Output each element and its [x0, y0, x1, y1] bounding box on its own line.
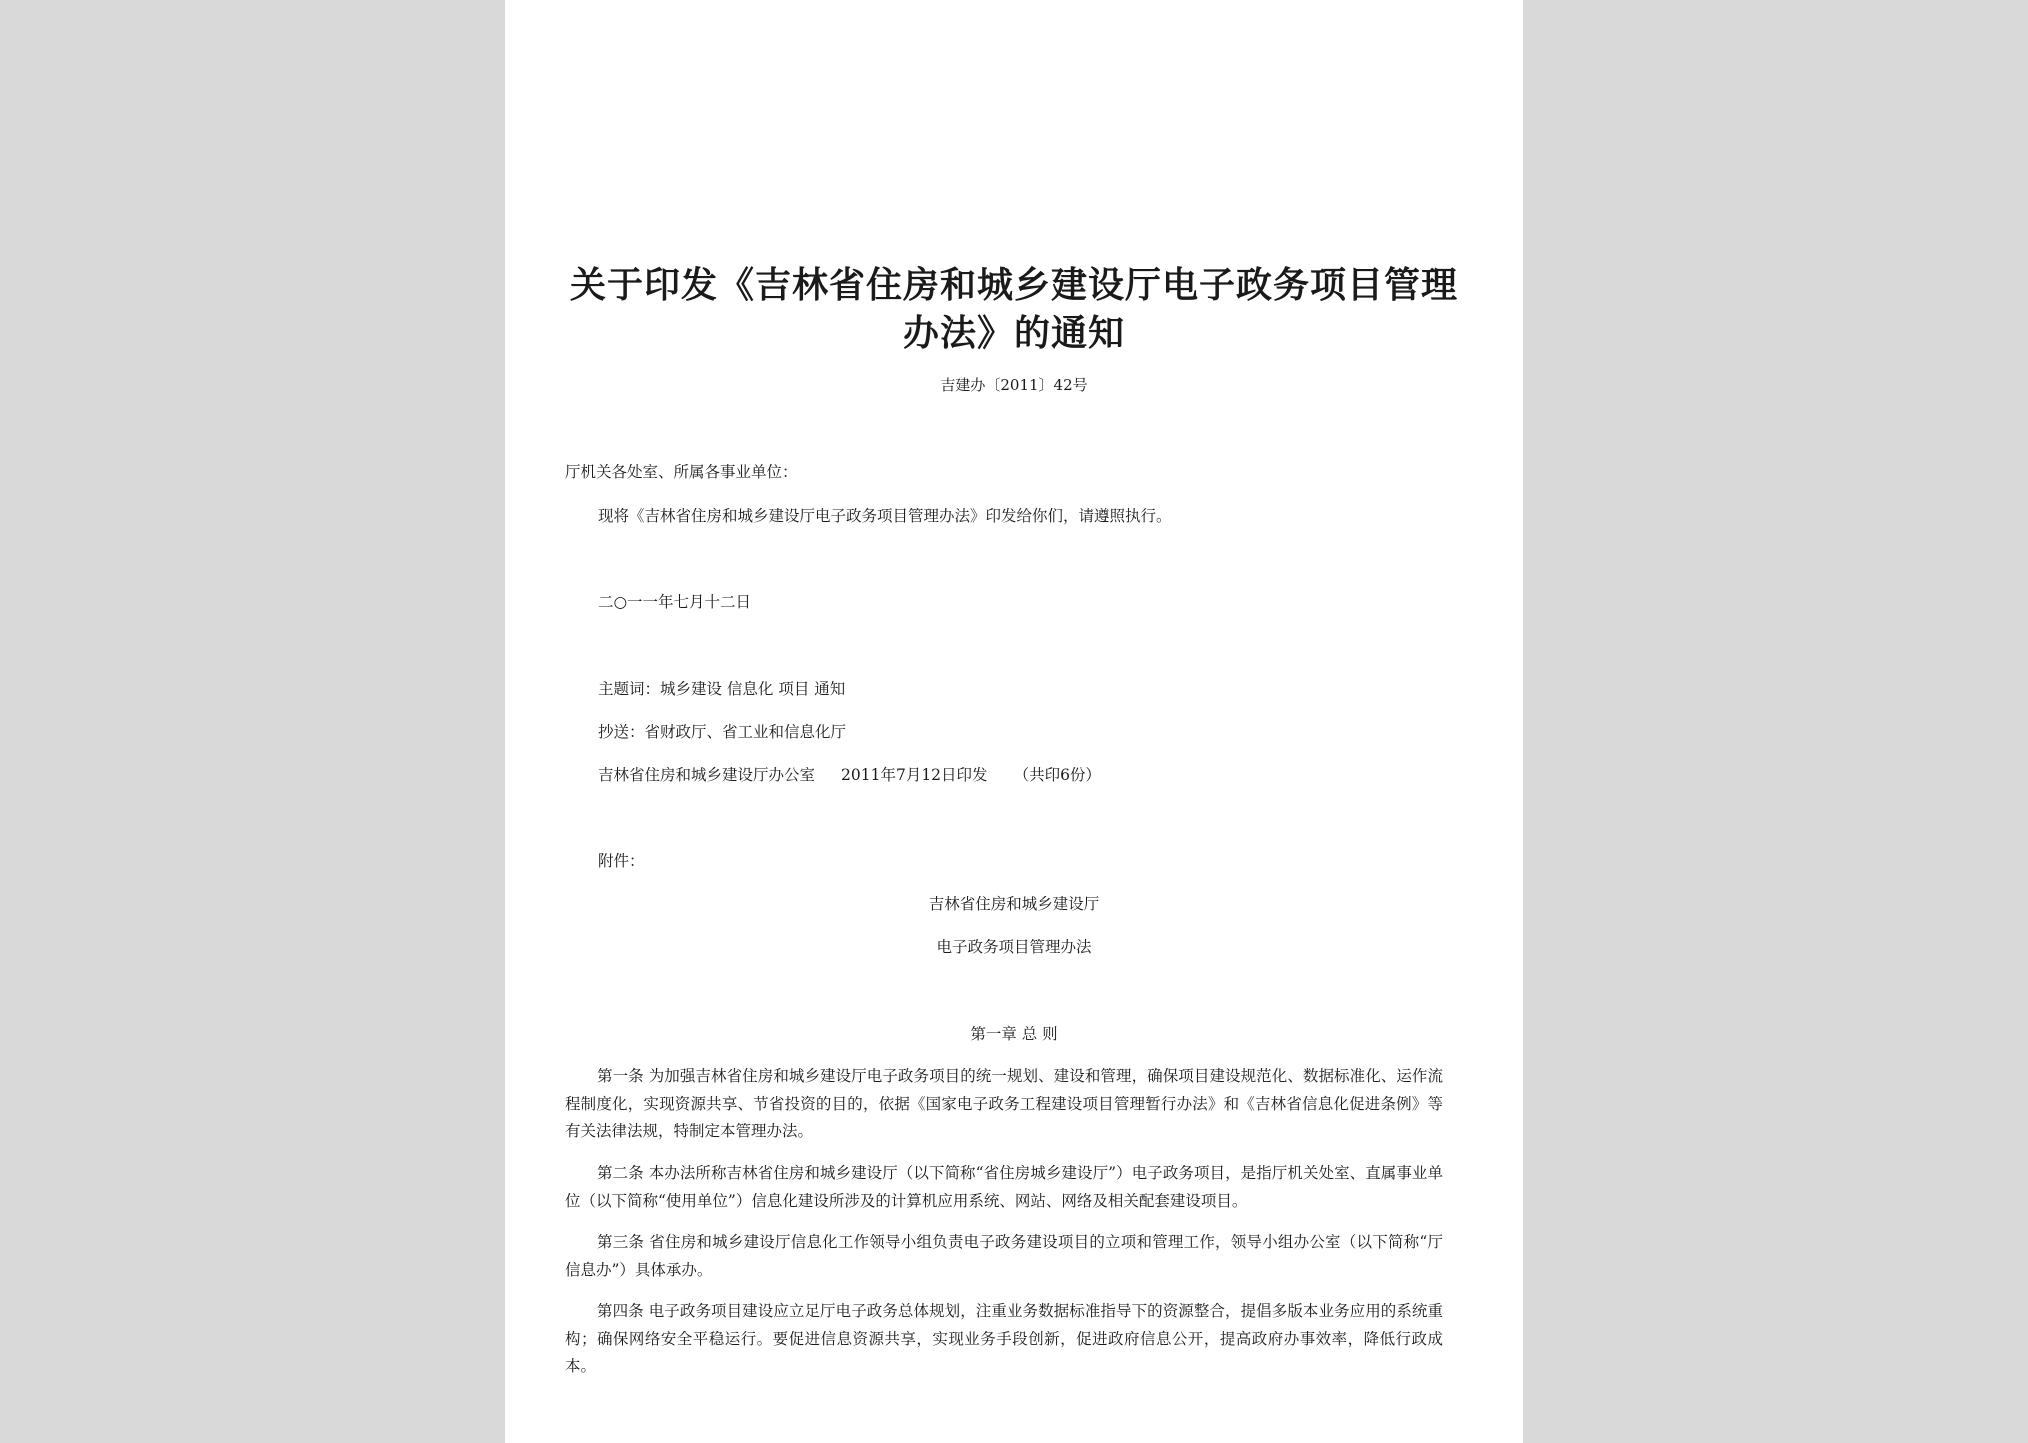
intro-paragraph: 现将《吉林省住房和城乡建设厅电子政务项目管理办法》印发给你们，请遵照执行。 [598, 507, 1172, 525]
issuer-line [598, 764, 1101, 786]
article-2: 第二条 本办法所称吉林省住房和城乡建设厅（以下简称“省住房城乡建设厅”）电子政务项目，是指厅机关处室、直属事业单位（以下简称“使用单位”）信息化建设所涉及的计算机应用系统、网站、网络及相关配套建设项目。 [565, 1164, 1443, 1210]
document-title-line1: 关于印发《吉林省住房和城乡建设厅电子政务项目管理 [569, 264, 1458, 306]
issuer: 吉林省住房和城乡建设厅办公室 [598, 766, 816, 784]
attachment-title-line2: 电子政务项目管理办法 [936, 938, 1092, 956]
document-number: 吉建办〔2011〕42号 [940, 376, 1088, 394]
copies: （共印6份） [1013, 766, 1101, 784]
chapter-heading: 第一章 总 则 [970, 1025, 1058, 1043]
cc-line: 抄送：省财政厅、省工业和信息化厅 [598, 723, 847, 741]
issue-date: 2011年7月12日印发 [841, 766, 988, 784]
document-date: 二○一一年七月十二日 [598, 593, 752, 611]
keywords: 主题词：城乡建设 信息化 项目 通知 [598, 680, 846, 698]
article-1: 第一条 为加强吉林省住房和城乡建设厅电子政务项目的统一规划、建设和管理，确保项目建设规范化、数据标准化、运作流程制度化，实现资源共享、节省投资的目的，依据《国家电子政务工程建设项目管理暂行办法》和《吉林省信息化促进条例》等有关法律法规，特制定本管理办法。 [565, 1067, 1443, 1140]
article-4: 第四条 电子政务项目建设应立足厅电子政务总体规划，注重业务数据标准指导下的资源整合，提倡多版本业务应用的系统重构；确保网络安全平稳运行。要促进信息资源共享，实现业务手段创新，促进政府信息公开，提高政府办事效率，降低行政成本。 [565, 1302, 1443, 1375]
document-page [505, 0, 1523, 1443]
article-3: 第三条 省住房和城乡建设厅信息化工作领导小组负责电子政务建设项目的立项和管理工作，领导小组办公室（以下简称“厅信息办”）具体承办。 [565, 1233, 1443, 1279]
document-title-line2: 办法》的通知 [902, 312, 1125, 354]
attachment-label: 附件： [598, 852, 645, 870]
attachment-title-line1: 吉林省住房和城乡建设厅 [928, 895, 1100, 913]
addressee: 厅机关各处室、所属各事业单位： [565, 463, 798, 481]
